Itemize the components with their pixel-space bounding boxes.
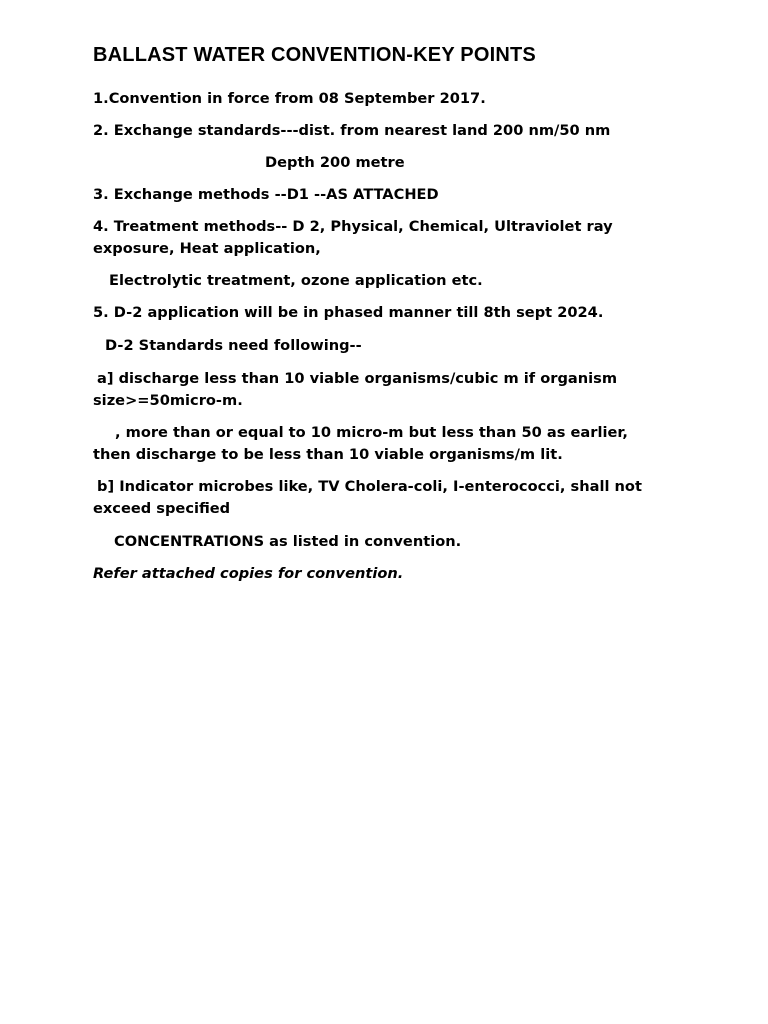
point-5: 5. D-2 application will be in phased manner till 8th sept 2024. <box>93 304 604 321</box>
standard-a-continued: , more than or equal to 10 micro-m but less than 50 as earlier, then discharge to be less than 10 viable organisms/m lit. <box>93 424 634 463</box>
standard-a: a] discharge less than 10 viable organisms/cubic m if organism size>=50micro-m. <box>93 370 623 409</box>
point-4-continued: Electrolytic treatment, ozone application etc. <box>109 272 483 289</box>
reference-note: Refer attached copies for convention. <box>93 565 404 582</box>
point-2-depth: Depth 200 metre <box>265 154 405 171</box>
standard-b: b] Indicator microbes like, TV Cholera-coli, I-enterococci, shall not exceed specified <box>93 478 648 517</box>
point-1: 1.Convention in force from 08 September 2017. <box>93 90 486 107</box>
point-4: 4. Treatment methods-- D 2, Physical, Chemical, Ultraviolet ray exposure, Heat application, <box>93 218 618 257</box>
point-3: 3. Exchange methods --D1 --AS ATTACHED <box>93 186 439 203</box>
point-2: 2. Exchange standards---dist. from nearest land 200 nm/50 nm <box>93 122 611 139</box>
document-title: BALLAST WATER CONVENTION-KEY POINTS <box>93 44 536 66</box>
d2-standards-heading: D-2 Standards need following-- <box>105 337 362 354</box>
standard-b-continued: CONCENTRATIONS as listed in convention. <box>114 533 462 550</box>
